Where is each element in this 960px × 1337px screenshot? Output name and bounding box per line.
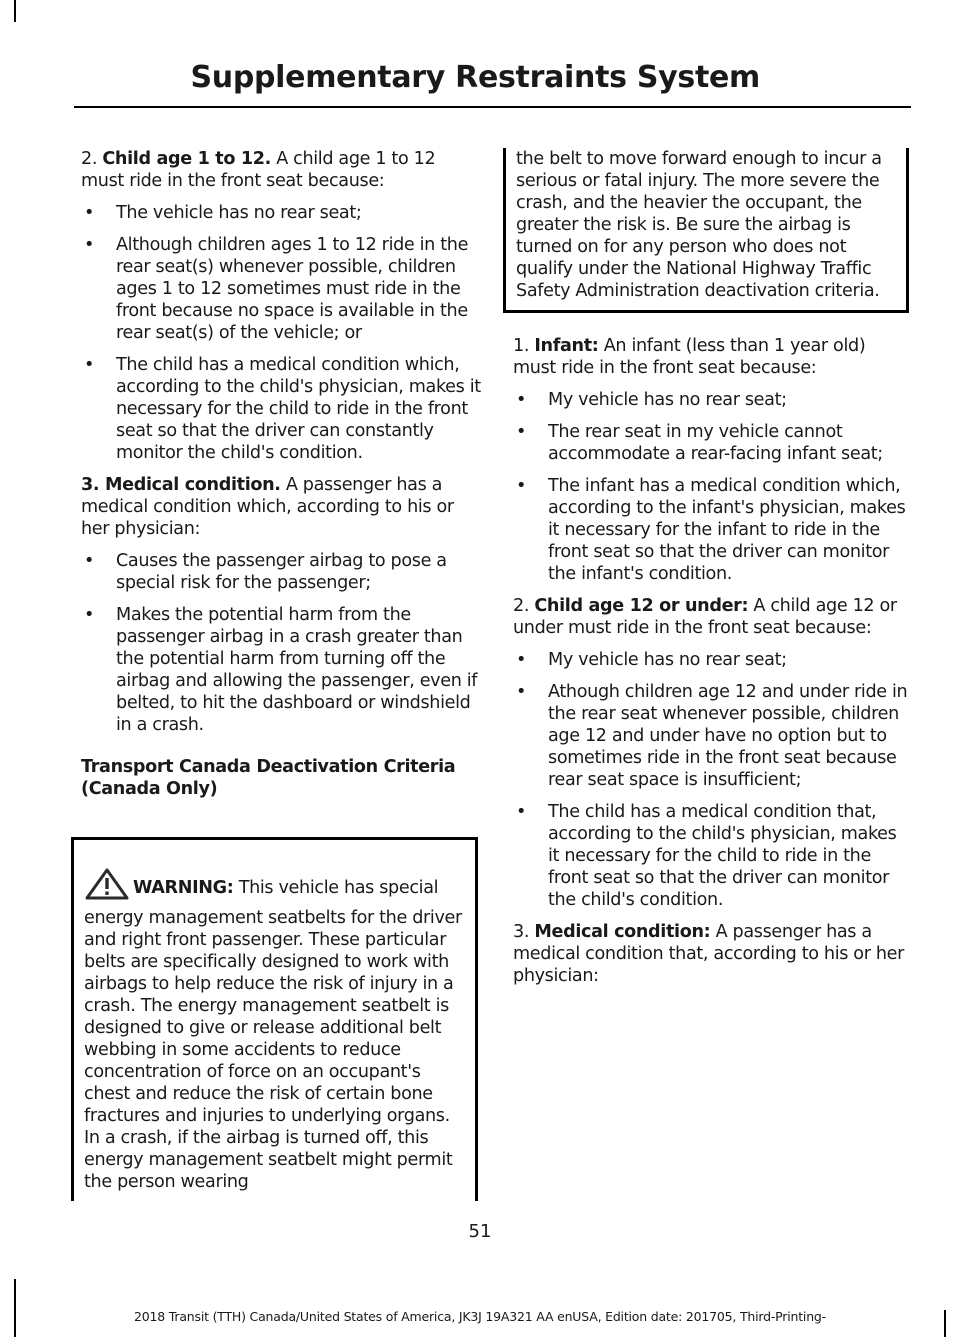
crop-mark (14, 0, 16, 22)
warning-label: WARNING: (133, 878, 234, 898)
paragraph-medical-condition-right: 3. Medical condition: A passenger has a medical condition that, according to his or her physician: (513, 922, 904, 986)
list-item: • My vehicle has no rear seat; (513, 649, 909, 671)
warning-text: This vehicle has special energy management seatbelts for the driver and right front passenger. These particular belts are specifically designed to work with airbags to help reduce the risk of injury in a crash. The energy management seatbelt is designed to give or release additional belt webbing in some accidents to reduce concentration of force on an occupant's chest and reduce the risk of certain bone fractures and injuries to underlying organs. In a crash, if the airbag is turned off, this energy management seatbelt might permit the person wearing (84, 878, 462, 1192)
crop-mark (14, 1279, 16, 1337)
list-item: • The child has a medical condition which, according to the child's physician, makes it necessary for the child to ride in the front seat so that the driver can constantly monitor the child's condition. (81, 354, 481, 464)
list-item: • The infant has a medical condition which, according to the infant's physician, makes it necessary for the infant to ride in the front seat so that the driver can monitor the infant's condition. (513, 475, 909, 585)
paragraph-child-12-under: 2. Child age 12 or under: A child age 12 or under must ride in the front seat because: (513, 596, 897, 638)
warning-box-continued (503, 148, 909, 313)
bullet-list (81, 202, 481, 464)
bullet-list (513, 389, 909, 585)
list-item: • My vehicle has no rear seat; (513, 389, 909, 411)
header-divider (74, 106, 911, 108)
list-item: • Causes the passenger airbag to pose a special risk for the passenger; (81, 550, 481, 594)
list-item: • The rear seat in my vehicle cannot accommodate a rear-facing infant seat; (513, 421, 909, 465)
warning-triangle-icon (84, 867, 130, 907)
list-item: • The child has a medical condition that, according to the child's physician, makes it necessary for the child to ride in the front seat so that the driver can monitor the child's condition. (513, 801, 909, 911)
left-column (81, 148, 481, 1201)
paragraph-infant: 1. Infant: An infant (less than 1 year old) must ride in the front seat because: (513, 336, 866, 378)
warning-box (71, 837, 478, 1201)
footer-text: 2018 Transit (TTH) Canada/United States of America, JK3J 19A321 AA enUSA, Edition date: 201705, Third-Printing- (134, 1309, 826, 1324)
list-item: • Makes the potential harm from the passenger airbag in a crash greater than the potential harm from turning off the airbag and allowing the passenger, even if belted, to hit the dashboard or windshield in a crash. (81, 604, 481, 736)
section-heading: Transport Canada Deactivation Criteria (Canada Only) (81, 757, 456, 799)
bullet-list (81, 550, 481, 736)
list-item: • The vehicle has no rear seat; (81, 202, 481, 224)
bullet-list (513, 649, 909, 911)
right-column (513, 148, 909, 997)
paragraph-child-age: 2. Child age 1 to 12. A child age 1 to 12 must ride in the front seat because: (81, 149, 436, 191)
page-number: 51 (468, 1221, 492, 1242)
list-item: • Although children ages 1 to 12 ride in the rear seat(s) whenever possible, children ages 1 to 12 sometimes must ride in the front because no space is available in the rear seat(s) of the vehicle; or (81, 234, 481, 344)
list-item: • Athough children age 12 and under ride in the rear seat whenever possible, children age 12 and under have no option but to sometimes ride in the front seat because rear seat space is insufficient; (513, 681, 909, 791)
page-title: Supplementary Restraints System (190, 60, 760, 95)
paragraph-medical-condition: 3. Medical condition. A passenger has a medical condition which, according to his or her physician: (81, 475, 454, 539)
warning-text-continued: the belt to move forward enough to incur a serious or fatal injury. The more severe the crash, and the heavier the occupant, the greater the risk is. Be sure the airbag is turned on for any person who does not qualify under the National Highway Traffic Safety Administration deactivation criteria. (516, 149, 882, 301)
